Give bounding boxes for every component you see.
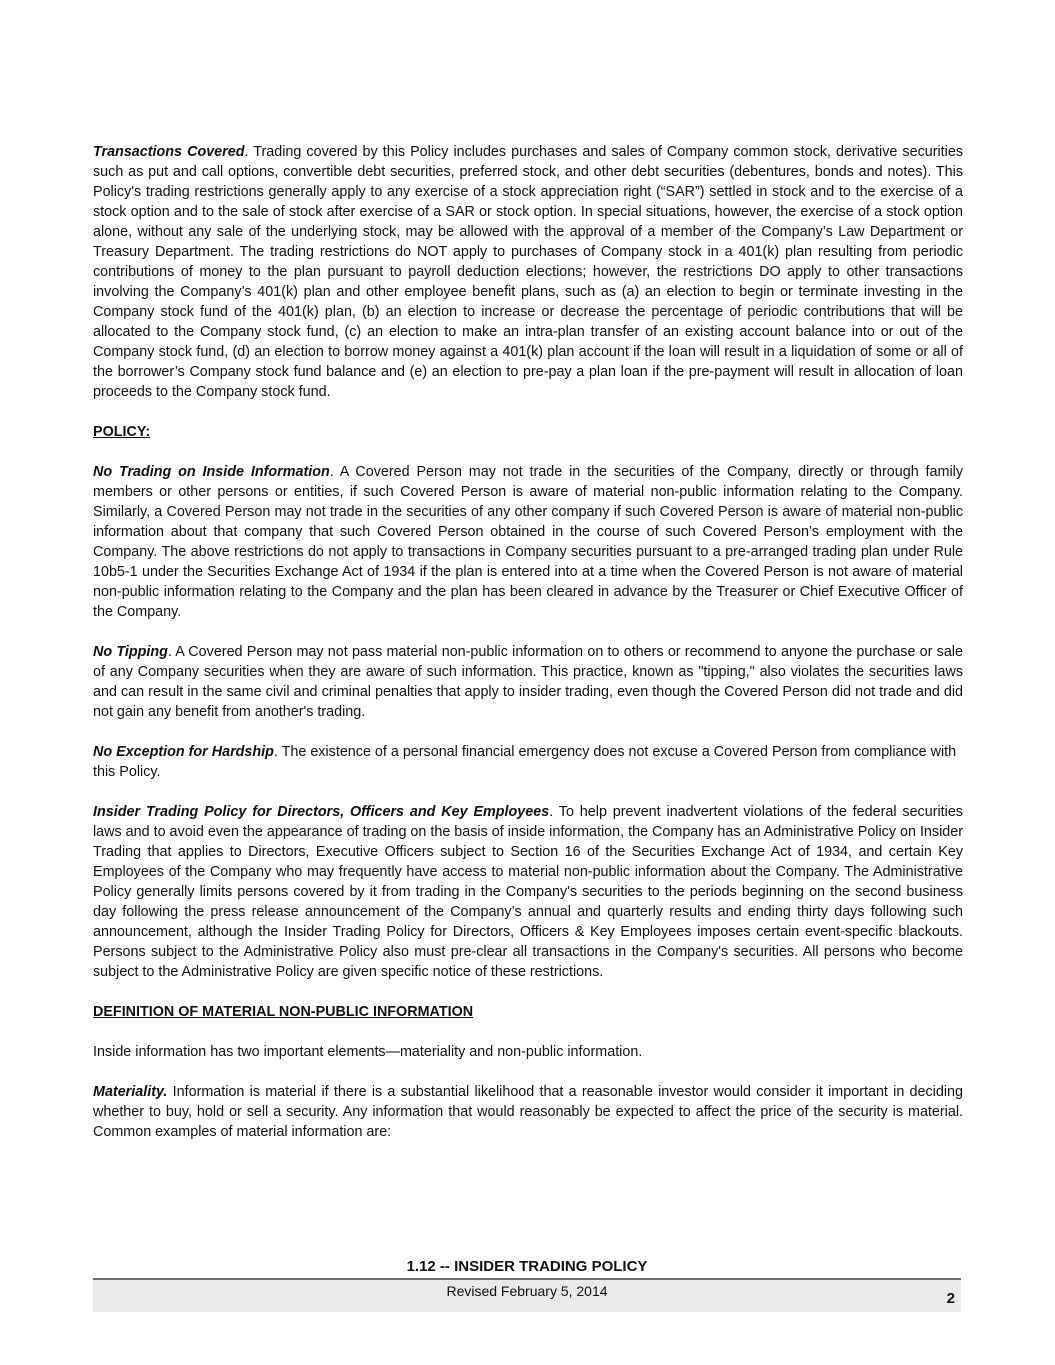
- no-trading-text: . A Covered Person may not trade in the securities of the Company, directly or through family members or other persons or entities, if such Covered Person is aware of material non-public information relating to the Company. Similarly, a Covered Person may not trade in the securities of any other company if such Covered Person is aware of material non-public information about that company that such Covered Person obtained in the course of such Covered Person’s employment with the Company. The above restrictions do not apply to transactions in Company securities pursuant to a pre-arranged trading plan under Rule 10b5-1 under the Securities Exchange Act of 1934 if the plan is entered into at a time when the Covered Person is not aware of material non-public information relating to the Company and the plan has been cleared in advance by the Treasurer or Chief Executive Officer of the Company.: [93, 464, 963, 620]
- no-tipping-paragraph: [93, 642, 963, 722]
- policy-heading: POLICY:: [93, 424, 151, 440]
- insider-policy-paragraph: [93, 802, 963, 982]
- page-number: 2: [946, 1290, 955, 1307]
- page-footer: [93, 1257, 961, 1313]
- transactions-covered-text: . Trading covered by this Policy includes purchases and sales of Company common stock, derivative securities such as put and call options, convertible debt securities, preferred stock, and other debt securities (debentures, bonds and notes). This Policy's trading restrictions generally apply to any exercise of a stock appreciation right (“SAR”) settled in stock and to the exercise of a stock option and to the sale of stock after exercise of a SAR or stock option. In special situations, however, the exercise of a stock option alone, without any sale of the underlying stock, may be allowed with the approval of a member of the Company’s Law Department or Treasury Department. The trading restrictions do NOT apply to purchases of Company stock in a 401(k) plan resulting from periodic contributions of money to the plan pursuant to payroll deduction elections; however, the restrictions DO apply to other transactions involving the Company’s 401(k) plan and other employee benefit plans, such as (a) an election to begin or terminate investing in the Company stock fund of the 401(k) plan, (b) an election to increase or decrease the percentage of periodic contributions that will be allocated to the Company stock fund, (c) an election to make an intra-plan transfer of an existing account balance into or out of the Company stock fund, (d) an election to borrow money against a 401(k) plan account if the loan will result in a liquidation of some or all of the borrower’s Company stock fund balance and (e) an election to pre-pay a plan loan if the pre-payment will result in allocation of loan proceeds to the Company stock fund.: [93, 144, 964, 400]
- revised-date: Revised February 5, 2014: [446, 1283, 608, 1299]
- no-trading-lead: No Trading on Inside Information: [93, 464, 330, 480]
- no-trading-paragraph: [93, 462, 963, 622]
- no-exception-paragraph: [93, 742, 963, 782]
- insider-policy-text: . To help prevent inadvertent violations of the federal securities laws and to avoid even the appearance of trading on the basis of inside information, the Company has an Administrative Policy on Insider Trading that applies to Directors, Executive Officers subject to Section 16 of the Securities Exchange Act of 1934, and certain Key Employees of the Company who may frequently have access to material non-public information about the Company. The Administrative Policy generally limits persons covered by it from trading in the Company's securities to the periods beginning on the second business day following the press release announcement of the Company’s annual and quarterly results and ending thirty days following such announcement, although the Insider Trading Policy for Directors, Officers & Key Employees imposes certain event-specific blackouts. Persons subject to the Administrative Policy also must pre-clear all transactions in the Company's securities. All persons who become subject to the Administrative Policy are given specific notice of these restrictions.: [93, 804, 963, 980]
- no-exception-lead: No Exception for Hardship: [93, 744, 274, 760]
- no-tipping-text: . A Covered Person may not pass material non-public information on to others or recommend to anyone the purchase or sale of any Company securities when they are aware of such information. This practice, known as "tipping," also violates the securities laws and can result in the same civil and criminal penalties that apply to insider trading, even though the Covered Person did not trade and did not gain any benefit from another's trading.: [93, 644, 963, 720]
- document-body: [93, 142, 963, 1162]
- footer-band: [93, 1280, 961, 1312]
- definition-heading: DEFINITION OF MATERIAL NON-PUBLIC INFORMATION: [93, 1004, 474, 1020]
- materiality-lead: Materiality.: [93, 1084, 168, 1100]
- no-exception-text: . The existence of a personal financial emergency does not excuse a Covered Person from compliance with this Policy.: [93, 744, 957, 780]
- materiality-text: Information is material if there is a substantial likelihood that a reasonable investor would consider it important in deciding whether to buy, hold or sell a security. Any information that would reasonably be expected to affect the price of the security is material. Common examples of material information are:: [93, 1084, 963, 1140]
- transactions-covered-paragraph: [93, 142, 963, 402]
- transactions-covered-lead: Transactions Covered: [93, 144, 245, 160]
- inside-information-paragraph: Inside information has two important elements—materiality and non-public information.: [93, 1044, 643, 1060]
- materiality-paragraph: [93, 1082, 963, 1142]
- footer-title: 1.12 -- INSIDER TRADING POLICY: [406, 1258, 648, 1275]
- no-tipping-lead: No Tipping: [93, 644, 168, 660]
- insider-policy-lead: Insider Trading Policy for Directors, Officers and Key Employees: [93, 804, 550, 820]
